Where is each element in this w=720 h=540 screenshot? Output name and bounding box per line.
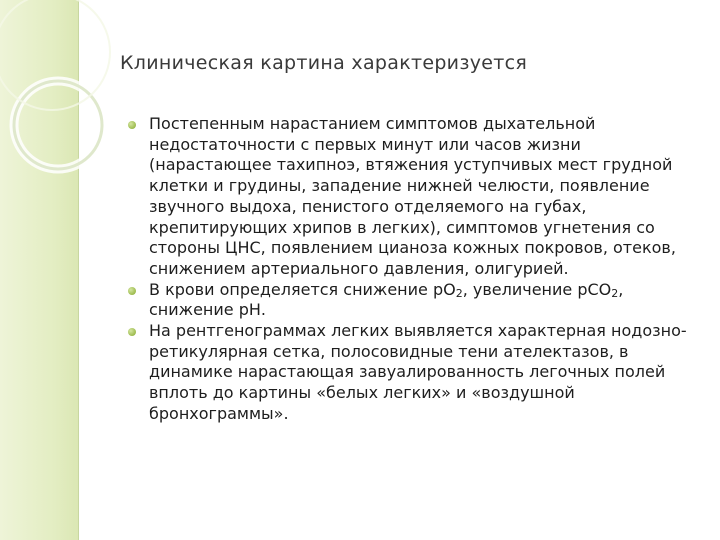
bullet-list xyxy=(128,114,700,425)
bullet-text-blood-a: В крови определяется снижение рО xyxy=(149,279,456,299)
bullet-text-xray: На рентгенограммах легких выявляется характерная нодозно-ретикулярная сетка, полосовидные тени ателектазов, в динамике нарастающая завуалированность легочных полей вплоть до картины «белых легких» и «воздушной бронхограммы». xyxy=(149,321,687,423)
list-item xyxy=(128,280,700,321)
list-item xyxy=(128,321,700,425)
subscript-2: 2 xyxy=(611,286,619,300)
circle-bullet-icon xyxy=(128,121,136,129)
bullet-text-blood-c: , снижение рН. xyxy=(149,279,624,320)
list-item xyxy=(128,114,700,280)
subscript-2: 2 xyxy=(455,286,463,300)
circle-bullet-icon xyxy=(128,287,136,295)
bullet-text-blood-b: , увеличение рСО xyxy=(462,279,612,299)
slide-title: Клиническая картина характеризуется xyxy=(120,52,528,74)
bullet-text-symptoms: Постепенным нарастанием симптомов дыхательной недостаточности с первых минут или часов жизни (нарастающее тахипноэ, втяжения уступчивых мест грудной клетки и грудины, западение нижней челюсти, появление звучного выдоха, пенистого отделяемого на губах, крепитирующих хрипов в легких), симптомов угнетения со стороны ЦНС, появлением цианоза кожных покровов, отеков, снижением артериального давления, олигурией. xyxy=(149,114,676,278)
circle-bullet-icon xyxy=(128,328,136,336)
